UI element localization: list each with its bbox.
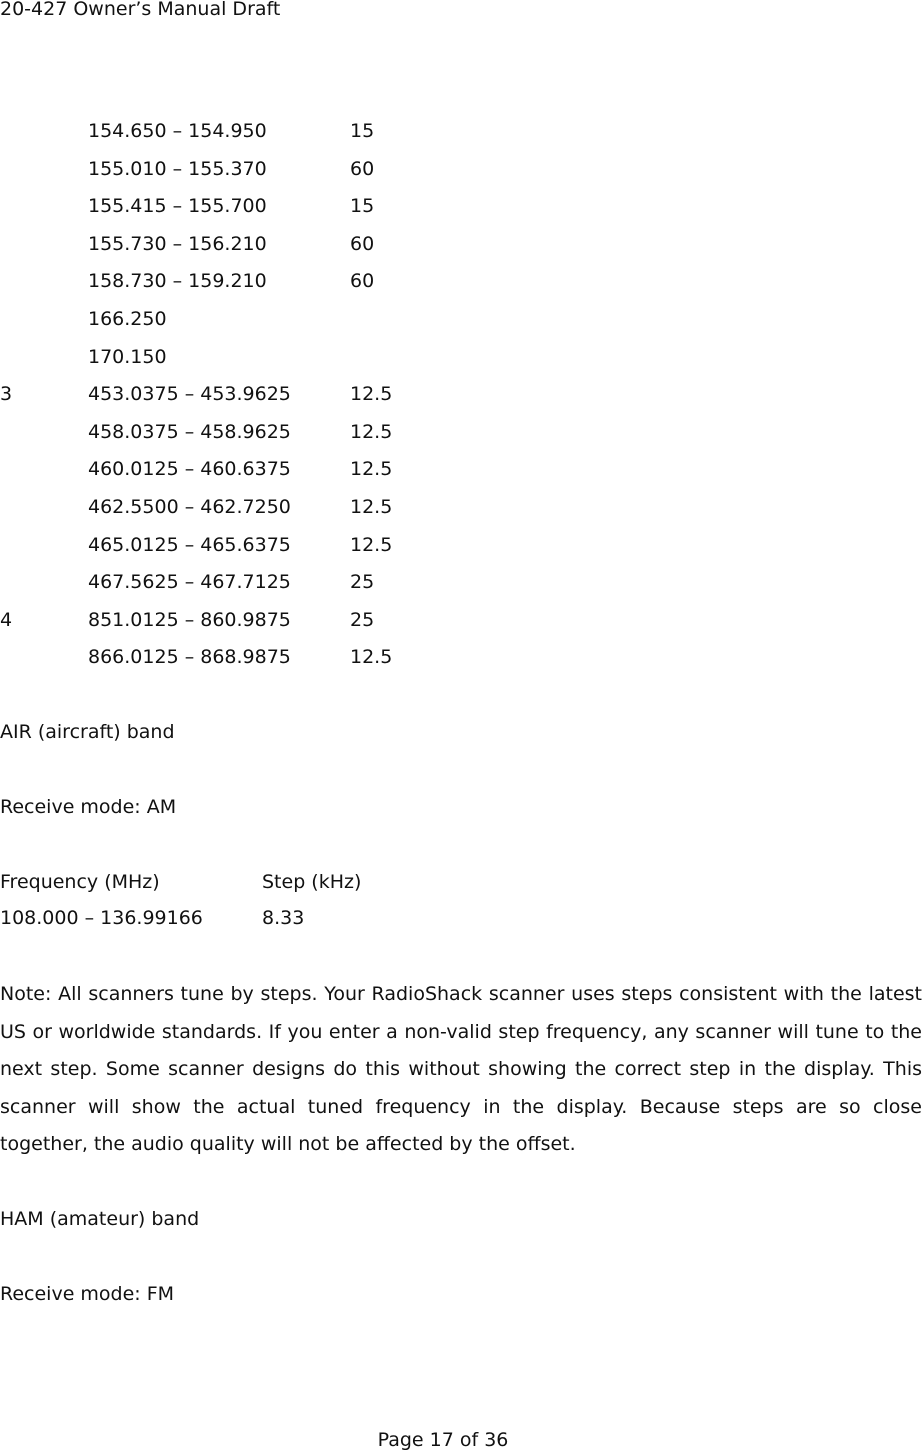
frequency-range: 465.0125 – 465.6375: [88, 533, 291, 556]
frequency-range: 467.5625 – 467.7125: [88, 571, 291, 594]
step-value: 12.5: [350, 533, 393, 556]
table-row: [0, 272, 500, 310]
step-value: 15: [350, 195, 375, 218]
air-receive-mode: Receive mode: AM: [0, 796, 177, 818]
air-frequency-table: [0, 873, 500, 945]
frequency-range: 851.0125 – 860.9875: [88, 608, 291, 631]
step-value: 12.5: [350, 458, 393, 481]
frequency-range: 155.730 – 156.210: [88, 232, 267, 255]
table-row: [0, 232, 500, 273]
step-value: 12.5: [350, 420, 393, 443]
page-number: Page 17 of 36: [377, 1429, 509, 1451]
table-row: [0, 495, 500, 536]
band-number: 4: [0, 608, 13, 631]
table-row: [0, 385, 500, 423]
step-value: 12.5: [350, 646, 393, 669]
table-row: [0, 420, 500, 461]
step-value: 60: [350, 157, 375, 180]
step-value: 12.5: [350, 383, 393, 406]
frequency-table: [0, 122, 500, 686]
step-value: 25: [350, 608, 375, 631]
frequency-range: 154.650 – 154.950: [88, 120, 267, 142]
band-number: 3: [0, 383, 13, 406]
frequency-range: 453.0375 – 453.9625: [88, 383, 291, 406]
table-row: [0, 608, 500, 649]
table-row: [0, 573, 500, 611]
step-value: 60: [350, 232, 375, 255]
frequency-range: 462.5500 – 462.7250: [88, 495, 291, 518]
step-value: 60: [350, 270, 375, 293]
table-row: [0, 157, 500, 198]
frequency-range: 458.0375 – 458.9625: [88, 420, 291, 443]
air-band-heading: AIR (aircraft) band: [0, 721, 175, 743]
table-row: [0, 460, 500, 498]
step-value: 12.5: [350, 495, 393, 518]
frequency-range: 158.730 – 159.210: [88, 270, 267, 293]
table-row: [0, 533, 500, 574]
note-paragraph: Note: All scanners tune by steps. Your RadioShack scanner uses steps consistent with the latest US or worldwide standards. If you enter a non-valid step frequency, any scanner will tune to the next step. Some scanner designs do this without showing the correct step in the display. This scanner will show the actual tuned frequency in the display. Because steps are so close together, the audio quality will not be affected by the offset.: [0, 983, 922, 1156]
step-value: 25: [350, 571, 375, 594]
frequency-range: 170.150: [88, 345, 167, 368]
table-row: [0, 909, 500, 945]
table-row: [0, 345, 500, 386]
column-header-step: Step (kHz): [262, 871, 362, 893]
ham-band-heading: HAM (amateur) band: [0, 1208, 200, 1230]
frequency-range: 155.415 – 155.700: [88, 195, 267, 218]
ham-receive-mode: Receive mode: FM: [0, 1283, 175, 1305]
step-value: 8.33: [262, 907, 305, 929]
frequency-range: 866.0125 – 868.9875: [88, 646, 291, 669]
step-value: 15: [350, 120, 375, 142]
frequency-range: 166.250: [88, 307, 167, 330]
frequency-range: 155.010 – 155.370: [88, 157, 267, 180]
document-header: 20-427 Owner’s Manual Draft: [0, 0, 281, 20]
table-row: [0, 307, 500, 348]
table-row: [0, 197, 500, 235]
column-header-frequency: Frequency (MHz): [0, 871, 160, 893]
frequency-range: 108.000 – 136.99166: [0, 907, 203, 929]
table-row: [0, 648, 500, 686]
table-row: [0, 122, 500, 160]
frequency-range: 460.0125 – 460.6375: [88, 458, 291, 481]
table-header-row: [0, 873, 500, 909]
